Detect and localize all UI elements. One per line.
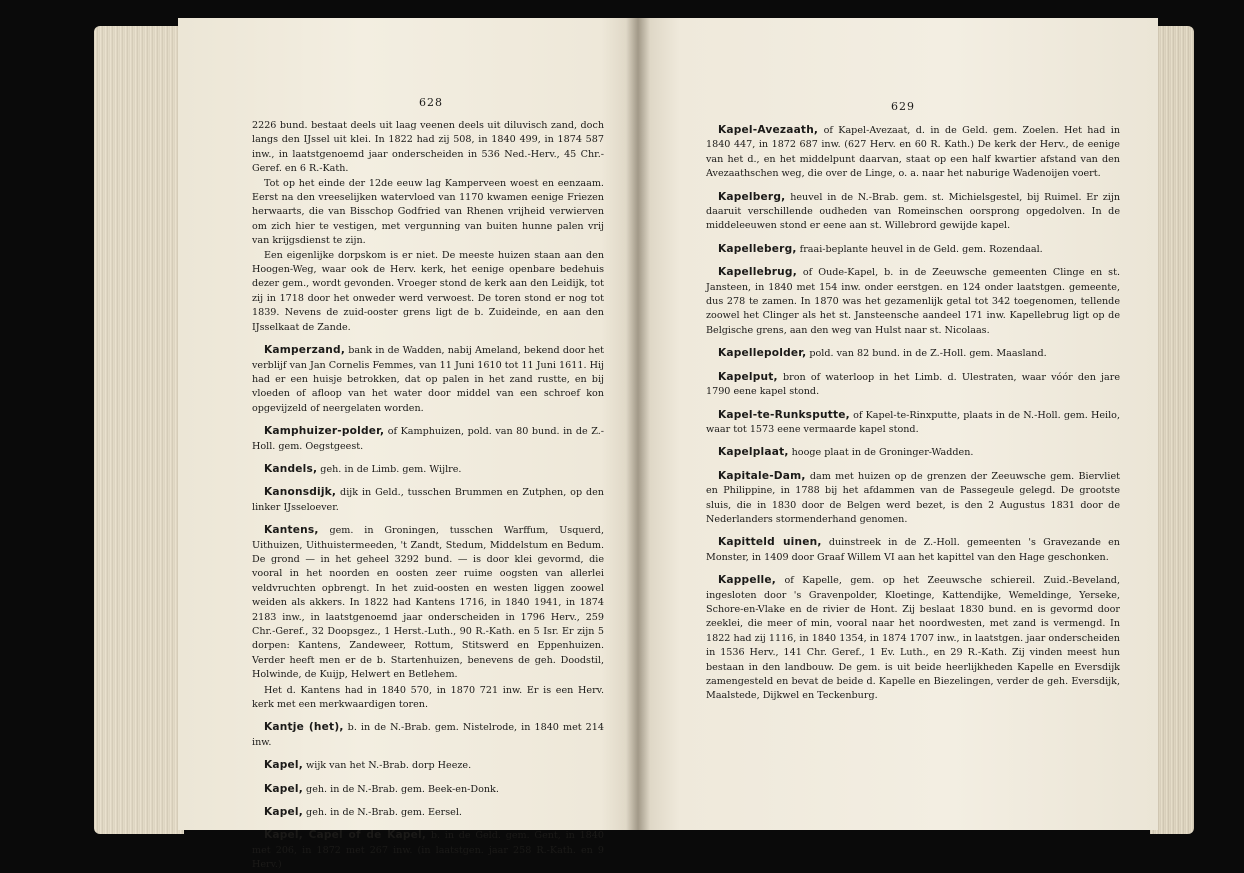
dictionary-entry xyxy=(252,485,604,515)
entry-text: pold. van 82 bund. in de Z.-Holl. gem. Maasland. xyxy=(809,348,1047,360)
entry-headword: Kapel-Avezaath, xyxy=(718,124,819,136)
entry-text: duinstreek in de Z.-Holl. gemeenten 's Gravezande en Monster, in 1409 door Graaf Willem VI aan het kapittel van den Hage geschonken. xyxy=(706,537,1120,563)
entry-headword: Kapitale-Dam, xyxy=(718,469,806,482)
continuation-paragraph: Een eigenlijke dorpskom is er niet. De meeste huizen staan aan den Hoogen-Weg, waar ook de Herv. kerk, het eenige openbare bedehuis dezer gem., wordt gevonden. Vroeger stond de kerk aan den Leidijk, tot zij in 1718 door het onweder werd verwoest. De toren stond er nog tot 1839. Nevens de zuid-ooster grens ligt de b. Zuideinde, en aan den IJsselkaat de Zande. xyxy=(252,249,604,333)
entry-headword: Kamphuizer-polder, xyxy=(264,425,385,438)
entry-text: bank in de Wadden, nabij Ameland, bekend door het verblijf van Jan Cornelis Femmes, van 11 Juni 1610 tot 11 Juni 1611. Hij had er een huisje betrokken, dat op palen in het zand rustte, en bij vloeden of afloop van het water door middel van een schroef kon opgevijzeld of neergelaten worden. xyxy=(252,345,604,414)
entry-headword: Kappelle, xyxy=(718,574,776,587)
book-edge-left xyxy=(94,26,184,834)
entry-headword: Kapellebrug, xyxy=(718,266,797,279)
entry-text: of Kapel-te-Rinxputte, plaats in de N.-Holl. gem. Heilo, waar tot 1573 eene vermaarde kapel stond. xyxy=(706,409,1121,435)
entry-headword: Kamperzand, xyxy=(264,344,346,357)
dictionary-entry xyxy=(252,720,604,750)
entry-headword: Kapel, Capel of de Kapel, xyxy=(264,829,427,842)
entry-headword: Kapelput, xyxy=(718,370,778,383)
dictionary-entry xyxy=(706,469,1120,528)
right-page xyxy=(638,18,1158,830)
entry-headword: Kapelplaat, xyxy=(718,446,789,459)
entry-text: hooge plaat in de Groninger-Wadden. xyxy=(791,447,974,459)
dictionary-entry xyxy=(706,346,1120,361)
entry-headword: Kapelleberg, xyxy=(718,242,797,255)
entry-text: heuvel in de N.-Brab. gem. st. Michielsgestel, bij Ruimel. Er zijn daaruit verschillende oudheden van Romeinschen oorsprong opgedolven. In de middeleeuwen stond er eene aan st. Willebrord gewijde kapel. xyxy=(706,191,1120,232)
book-gutter xyxy=(626,18,650,830)
dictionary-entry xyxy=(706,123,1120,182)
entry-text: geh. in de N.-Brab. gem. Eersel. xyxy=(306,807,462,819)
entry-text: geh. in de N.-Brab. gem. Beek-en-Donk. xyxy=(306,783,499,795)
dictionary-entry xyxy=(706,408,1120,438)
entry-headword: Kapelberg, xyxy=(718,190,786,203)
entry-text: b. in de N.-Brab. gem. Nistelrode, in 1840 met 214 inw. xyxy=(252,722,604,748)
dictionary-entry xyxy=(252,805,604,820)
entry-headword: Kapellepolder, xyxy=(718,347,807,360)
dictionary-entry xyxy=(252,523,604,682)
entry-text: of Kamphuizen, pold. van 80 bund. in de Z.-Holl. gem. Oegstgeest. xyxy=(252,426,604,452)
entry-text: wijk van het N.-Brab. dorp Heeze. xyxy=(306,760,472,772)
page-number-left: 628 xyxy=(419,96,443,109)
entry-text: geh. in de Limb. gem. Wijlre. xyxy=(320,463,462,475)
entry-text: gem. in Groningen, tusschen Warffum, Usquerd, Uithuizen, Uithuistermeeden, 't Zandt, Stedum, Middelstum en Bedum. De grond — in het geheel 3292 bund. — is door klei gevormd, die vooral in het noorden en oosten zeer ruime oogsten van allerlei veldvruchten opbrengt. In het zuid-oosten en westen liggen zoowel weiden als akkers. In 1822 had Kantens 1716, in 1840 1941, in 1874 2183 inw., in laatstgenoemd jaar onderscheiden in 1796 Herv., 259 Chr.-Geref., 32 Doopsgez., 1 Herst.-Luth., 90 R.-Kath. en 5 Isr. Er zijn 5 dorpen: Kantens, Zandeweer, Rottum, Stitswerd en Eppenhuizen. Verder heeft men er de b. Startenhuizen, benevens de geh. Doodstil, Holwinde, de Kuijp, Helwert en Betlehem. xyxy=(252,525,604,681)
dictionary-entry xyxy=(706,573,1120,704)
dictionary-entry xyxy=(706,190,1120,234)
continuation-paragraph: 2226 bund. bestaat deels uit laag veenen deels uit diluvisch zand, doch langs den IJssel uit klei. In 1822 had zij 508, in 1840 499, in 1874 587 inw., in laatstgenoemd jaar onderscheiden in 536 Ned.-Herv., 45 Chr.-Geref. en 6 R.-Kath. xyxy=(252,120,604,175)
dictionary-entry xyxy=(252,758,604,773)
left-page xyxy=(178,18,638,871)
entry-text: dam met huizen op de grenzen der Zeeuwsche gem. Biervliet en Philippine, in 1788 bij het afdammen van de Passegeule gelegd. De grootste sluis, die in 1830 door de Belgen werd bezet, is den 2 Augustus 1831 door de Nederlanders stormenderhand genomen. xyxy=(706,470,1120,525)
dictionary-entry xyxy=(706,535,1120,565)
entry-headword: Kapel, xyxy=(264,759,303,772)
entry-headword: Kapel, xyxy=(264,806,303,819)
entry-text: of Kapel-Avezaat, d. in de Geld. gem. Zoelen. Het had in 1840 447, in 1872 687 inw. (627 Herv. en 60 R. Kath.) De kerk der Herv., de eenige van het d., en het middelpunt daarvan, staat op een half kwartier afstand van den Avezaathschen weg, die over de Linge, o. a. naar het naburige Wadenoijen voert. xyxy=(706,125,1120,180)
entry-headword: Kanonsdijk, xyxy=(264,486,337,499)
dictionary-entry xyxy=(252,782,604,797)
entry-text: dijk in Geld., tusschen Brummen en Zutphen, op den linker IJsseloever. xyxy=(252,487,604,513)
entry-headword: Kapitteld uinen, xyxy=(718,536,822,549)
dictionary-entry xyxy=(252,462,604,477)
dictionary-entry xyxy=(252,683,604,713)
dictionary-entry xyxy=(706,242,1120,257)
entry-text: b. in de Geld. gem. Gent, in 1840 met 206, in 1872 met 267 inw. (in laatstgen. jaar 258 R.-Kath. en 9 Herv.) xyxy=(252,830,604,871)
entry-headword: Kapel-te-Runksputte, xyxy=(718,408,850,421)
entry-text: of Kapelle, gem. op het Zeeuwsche schiereil. Zuid.-Beveland, ingesloten door 's Gravenpolder, Kloetinge, Kattendijke, Wemeldinge, Yerseke, Schore-en-Vlake en de rivier de Hont. Zij beslaat 1830 bund. en is gevormd door zeeklei, die meer of min, vooral naar het noordwesten, met zand is vermengd. In 1822 had zij 1116, in 1840 1354, in 1874 1707 inw., in laatstgen. jaar onderscheiden in 1536 Herv., 141 Chr. Geref., 1 Ev. Luth., en 29 R.-Kath. Zij vinden meest hun bestaan in den landbouw. De gem. is uit beide heerlijkheden Kapelle en Eversdijk zamengesteld en bevat de beide d. Kapelle en Biezelingen, verder de geh. Eversdijk, Maalstede, Dijkwel en Teckenburg. xyxy=(706,575,1120,702)
dictionary-entry xyxy=(252,343,604,416)
entry-headword: Kandels, xyxy=(264,462,318,475)
dictionary-entry xyxy=(706,445,1120,460)
dictionary-entry xyxy=(706,265,1120,338)
entry-text: of Oude-Kapel, b. in de Zeeuwsche gemeenten Clinge en st. Jansteen, in 1840 met 154 inw. onder eerstgen. en 124 onder laatstgen. gemeente, dus 278 te zamen. In 1870 was het gezamenlijk getal tot 342 toegenomen, tellende zoowel het Clinger als het st. Jansteensche aandeel 171 inw. Kapellebrug ligt op de Belgische grens, aan den weg van Hulst naar st. Nicolaas. xyxy=(706,267,1120,336)
dictionary-entry xyxy=(252,424,604,454)
dictionary-entry xyxy=(252,828,604,872)
entry-headword: Kapel, xyxy=(264,782,303,795)
entry-text: bron of waterloop in het Limb. d. Ulestraten, waar vóór den jare 1790 eene kapel stond. xyxy=(706,371,1121,398)
continuation-paragraph: Tot op het einde der 12de eeuw lag Kamperveen woest en eenzaam. Eerst na den vreeselijken watervloed van 1170 kwamen eenige Friezen herwaarts, die van Bisschop Godfried van Rhenen vrijheid verwierven om zich hier te vestigen, met vergunning van buiten hunne palen vrij van krijgsdienst te zijn. xyxy=(252,177,604,247)
entry-text: Het d. Kantens had in 1840 570, in 1870 721 inw. Er is een Herv. kerk met een merkwaardigen toren. xyxy=(252,684,604,711)
entry-text: fraai-beplante heuvel in de Geld. gem. Rozendaal. xyxy=(799,243,1043,255)
entry-headword: Kantens, xyxy=(264,524,319,537)
entry-headword: Kantje (het), xyxy=(264,721,344,734)
dictionary-entry xyxy=(706,370,1120,400)
page-number-right: 629 xyxy=(891,100,915,113)
